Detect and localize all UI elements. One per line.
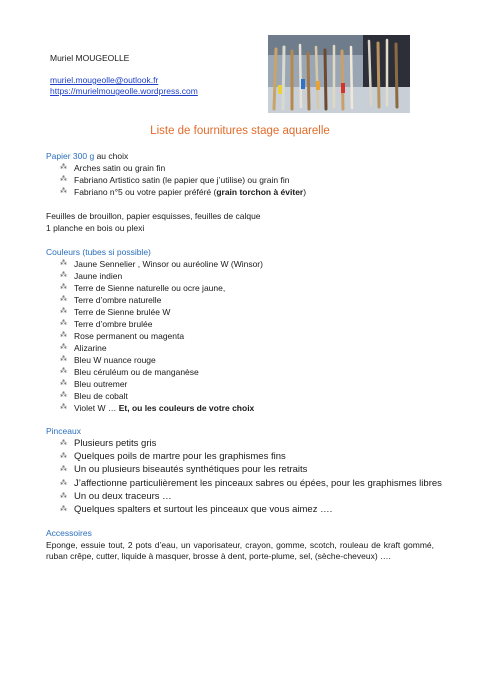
list-item-text: Bleu céruléum ou de manganèse: [74, 367, 199, 377]
list-item: [60, 390, 263, 402]
list-item-text: Quelques poils de martre pour les graphismes fins: [74, 451, 286, 463]
bullet-icon: ⁂: [60, 296, 67, 303]
list-item: [60, 306, 263, 318]
misc-line: 1 planche en bois ou plexi: [46, 223, 145, 233]
list-item: [60, 282, 263, 294]
paper-item-text: Fabriano n°5 ou votre papier préféré (: [74, 187, 217, 197]
bullet-icon: ⁂: [60, 344, 67, 351]
colors-list: [60, 258, 263, 414]
paper-item-text: Fabriano Artistico satin (le papier que j’utilise) ou grain fin: [74, 175, 290, 185]
bullet-icon: ⁂: [60, 272, 67, 279]
list-item-text: Terre d’ombre naturelle: [74, 295, 162, 305]
misc-line: Feuilles de brouillon, papier esquisses, feuilles de calque: [46, 211, 261, 221]
bullet-icon: ⁂: [60, 392, 67, 399]
list-item: [60, 490, 442, 503]
list-item-bold: Et, ou les couleurs de votre choix: [118, 403, 255, 413]
list-item: [60, 162, 306, 174]
list-item: [60, 402, 263, 414]
bullet-icon: ⁂: [60, 260, 67, 267]
list-item: [60, 437, 442, 450]
brushes-photo: [268, 35, 410, 113]
list-item-text: Terre d’ombre brulée: [74, 319, 153, 329]
list-item-text: Terre de Sienne naturelle ou ocre jaune,: [74, 283, 226, 293]
list-item: [60, 378, 263, 390]
bullet-icon: ⁂: [60, 479, 67, 487]
bullet-icon: ⁂: [60, 332, 67, 339]
brushes-photo-icon: [268, 35, 410, 113]
list-item-text: Jaune indien: [74, 271, 123, 281]
list-item: [60, 366, 263, 378]
list-item: [60, 342, 263, 354]
bullet-icon: ⁂: [60, 368, 67, 375]
paper-item-text: Arches satin ou grain fin: [74, 163, 166, 173]
list-item-text: J’affectionne particulièrement les pinceaux sabres ou épées, pour les graphismes libres: [74, 477, 442, 489]
list-item: [60, 450, 442, 463]
list-item: [60, 186, 306, 198]
email-link[interactable]: muriel.mougeolle@outlook.fr: [50, 75, 159, 85]
accessories-text: Eponge, essuie tout, 2 pots d’eau, un vaporisateur, crayon, gomme, scotch, rouleau de kraft gommé, ruban crêpe, cutter, liquide à masquer, brosse à dent, porte-plume, sel, (sèche-cheveux) ….: [46, 540, 434, 561]
bullet-icon: ⁂: [60, 176, 67, 183]
paper-heading-suffix: au choix: [94, 151, 129, 161]
bullet-icon: ⁂: [60, 188, 67, 195]
contact-links: [50, 75, 198, 97]
list-item-text: Rose permanent ou magenta: [74, 331, 185, 341]
bullet-icon: ⁂: [60, 380, 67, 387]
list-item-text: Un ou plusieurs biseautés synthétiques pour les retraits: [74, 464, 308, 476]
misc-supplies: [46, 210, 261, 234]
list-item: [60, 354, 263, 366]
bullet-icon: ⁂: [60, 404, 67, 411]
list-item: [60, 318, 263, 330]
paper-item-tail: ): [303, 187, 307, 197]
website-link[interactable]: https://murielmougeolle.wordpress.com: [50, 86, 198, 96]
paper-list: [60, 162, 306, 198]
list-item: [60, 270, 263, 282]
list-item-text: Terre de Sienne brulée W: [74, 307, 171, 317]
paper-heading-label: Papier 300 g: [46, 151, 95, 161]
bullet-icon: ⁂: [60, 466, 67, 474]
list-item: [60, 330, 263, 342]
page-title: Liste de fournitures stage aquarelle: [150, 125, 330, 137]
paper-item-bold: grain torchon à éviter: [216, 187, 304, 197]
paper-heading: [46, 151, 128, 161]
bullet-icon: ⁂: [60, 505, 67, 513]
list-item-text: Violet W …: [74, 403, 119, 413]
bullet-icon: ⁂: [60, 308, 67, 315]
list-item: [60, 477, 442, 490]
list-item-text: Alizarine: [74, 343, 107, 353]
list-item-text: Bleu outremer: [74, 379, 128, 389]
list-item: [60, 174, 306, 186]
bullet-icon: ⁂: [60, 164, 67, 171]
list-item: [60, 294, 263, 306]
author-name: Muriel MOUGEOLLE: [50, 53, 130, 63]
list-item-text: Bleu W nuance rouge: [74, 355, 156, 365]
list-item: [60, 463, 442, 476]
list-item-text: Quelques spalters et surtout les pinceaux que vous aimez ….: [74, 503, 333, 515]
list-item: [60, 258, 263, 270]
bullet-icon: ⁂: [60, 356, 67, 363]
bullet-icon: ⁂: [60, 284, 67, 291]
brushes-list: [60, 437, 442, 516]
list-item-text: Jaune Sennelier , Winsor ou auréoline W (Winsor): [74, 259, 263, 269]
accessories-heading: Accessoires: [46, 528, 92, 538]
list-item-text: Un ou deux traceurs …: [74, 490, 172, 502]
bullet-icon: ⁂: [60, 440, 67, 447]
list-item: [60, 503, 442, 516]
colors-heading: Couleurs (tubes si possible): [46, 247, 151, 257]
brushes-heading: Pinceaux: [46, 426, 81, 436]
bullet-icon: ⁂: [60, 453, 67, 461]
bullet-icon: ⁂: [60, 320, 67, 327]
list-item-text: Plusieurs petits gris: [74, 438, 157, 449]
list-item-text: Bleu de cobalt: [74, 391, 128, 401]
bullet-icon: ⁂: [60, 492, 67, 500]
